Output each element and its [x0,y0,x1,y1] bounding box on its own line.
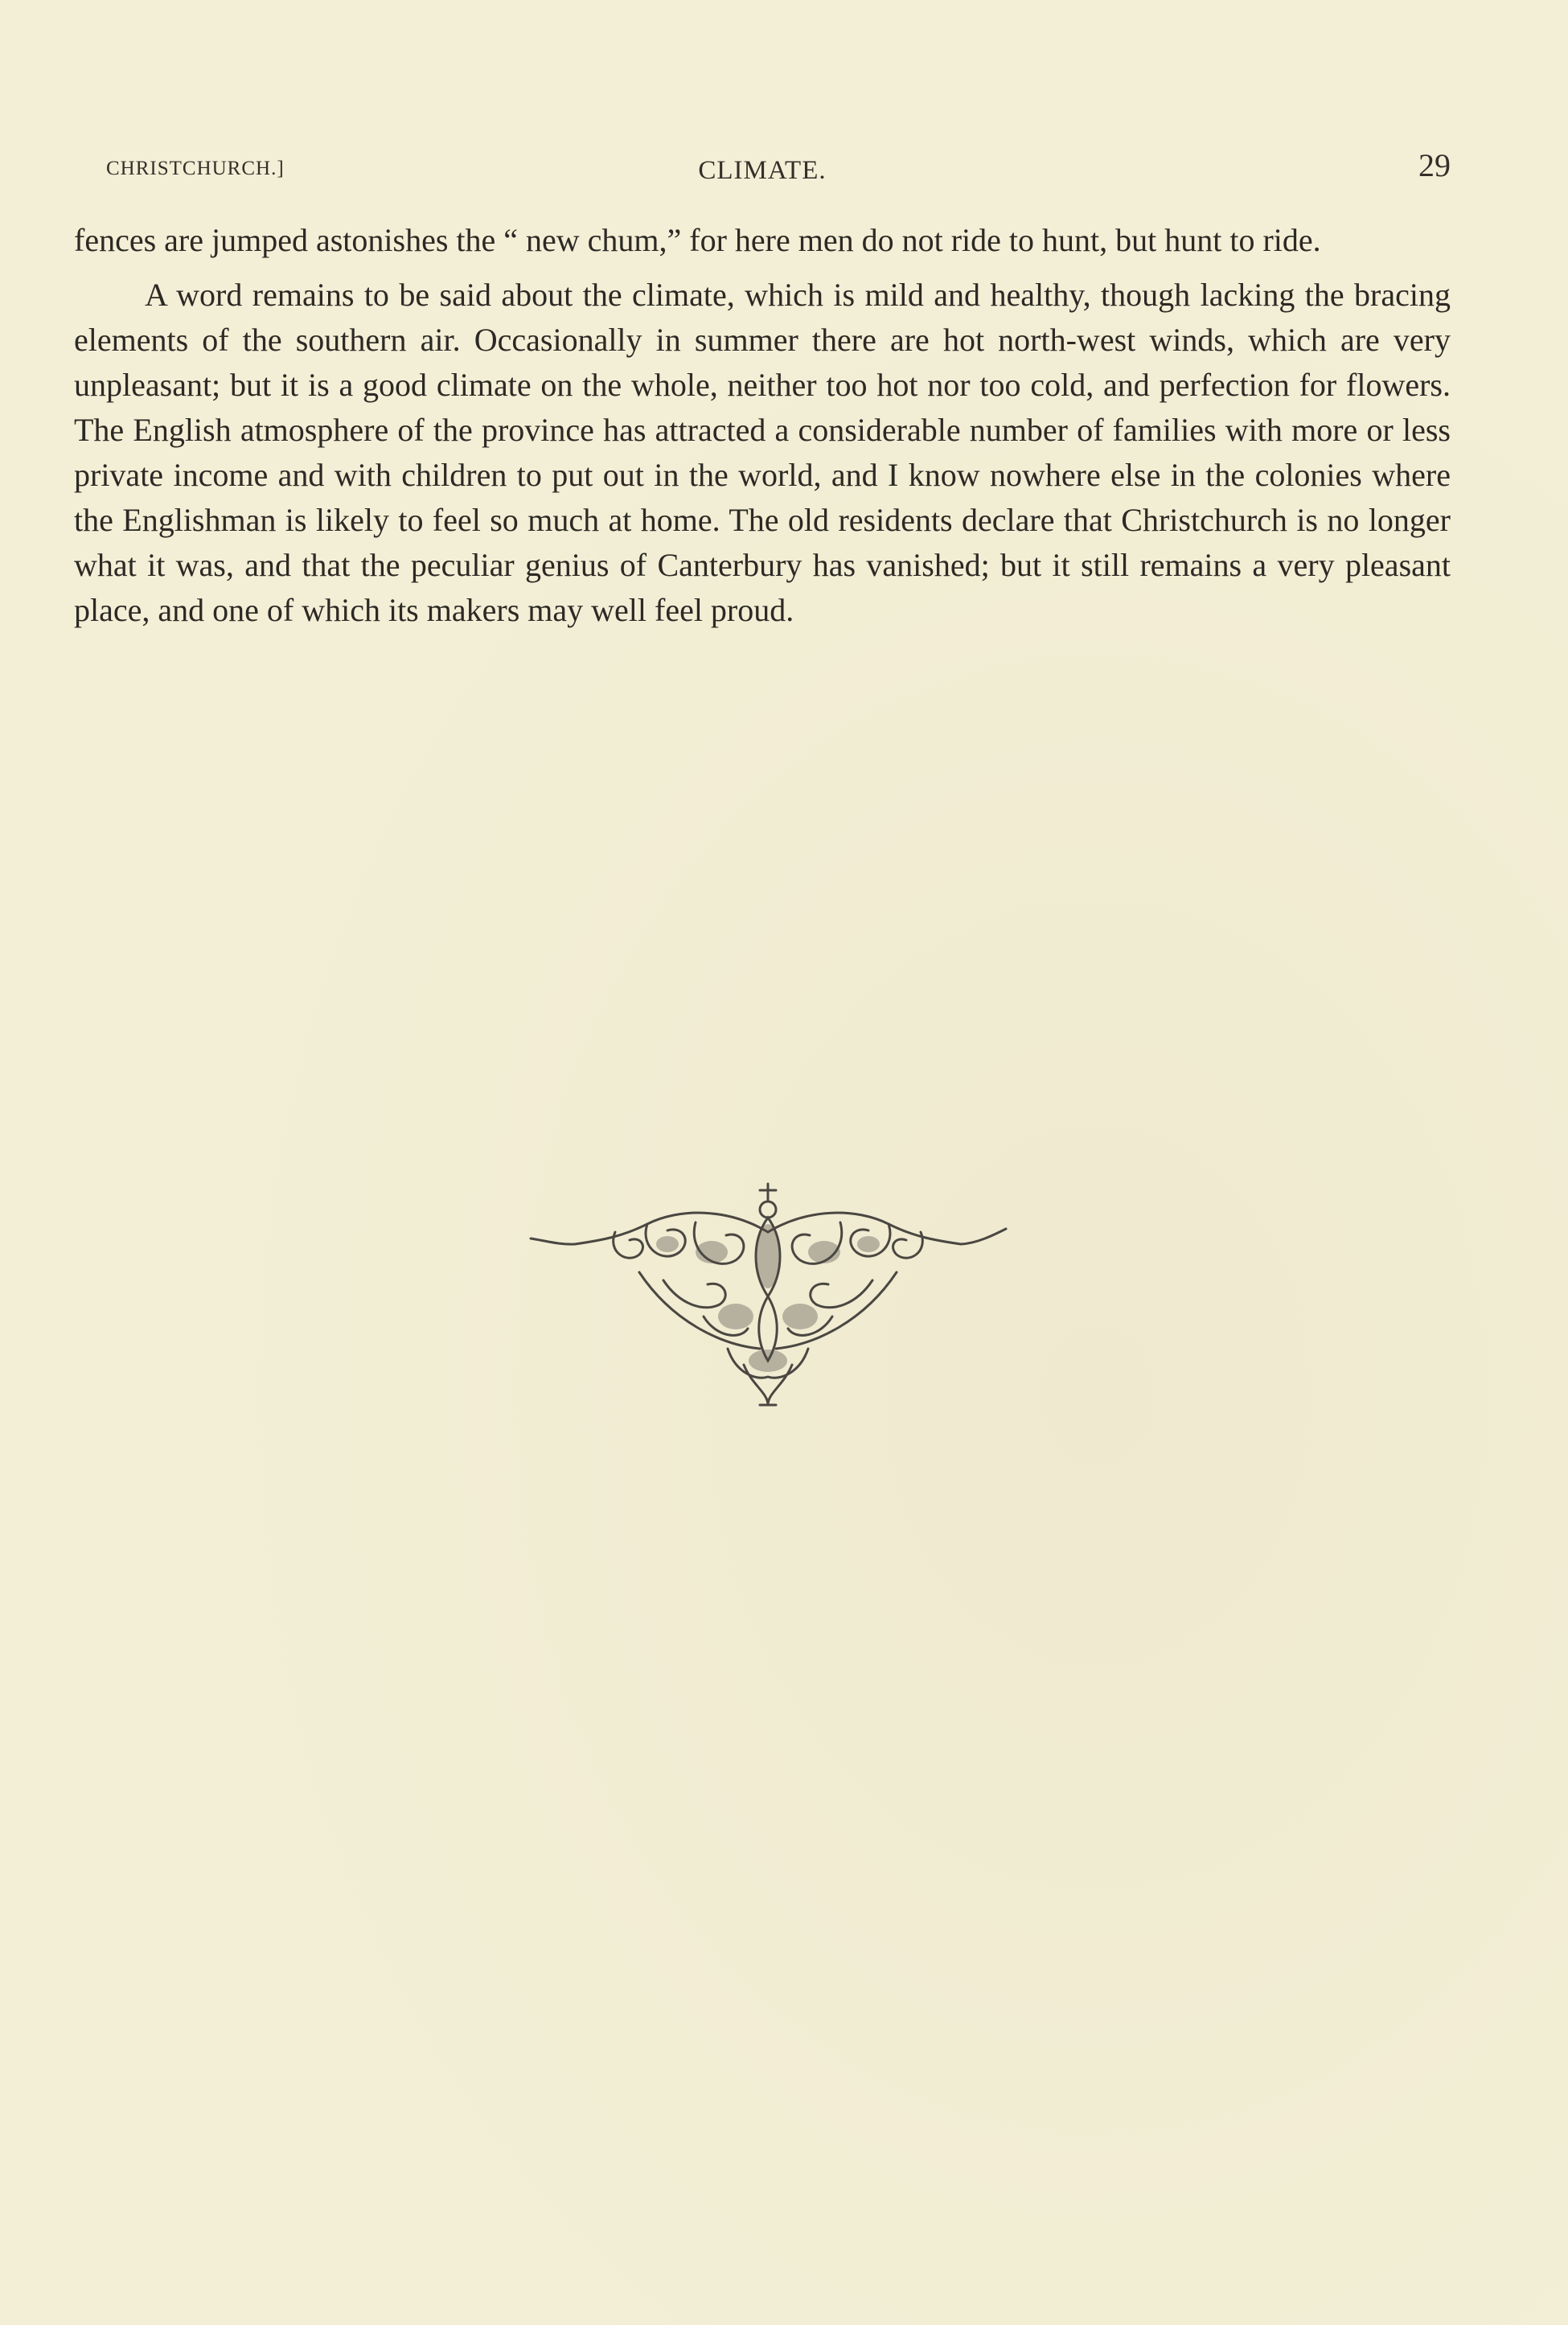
paragraph-continuation: fences are jumped astonishes the “ new chum,” for here men do not ride to hunt, but hunt to ride. [74,222,1321,258]
running-head [74,143,1451,191]
floral-tailpiece-ornament-icon [527,1176,1009,1417]
running-head-title: CLIMATE. [698,156,827,185]
page-number: 29 [1418,147,1451,183]
paragraph-climate: A word remains to be said about the climate, which is mild and healthy, though lacking the bracing elements of the southern air. Occasionally in summer there are hot north-west winds, which are very unpleasant; but it is a good climate on the whole, neither too hot nor too cold, and perfection for flowers. The English atmosphere of the province has attracted a considerable number of families with more or less private income and with children to put out in the world, and I know nowhere else in the colonies where the Englishman is likely to feel so much at home. The old residents declare that Christchurch is no longer what it was, and that the peculiar genius of Canterbury has vanished; but it still remains a very pleasant place, and one of which its makers may well feel proud. [74,277,1451,628]
body-text [74,218,1451,633]
running-head-left: CHRISTCHURCH.] [106,158,285,179]
